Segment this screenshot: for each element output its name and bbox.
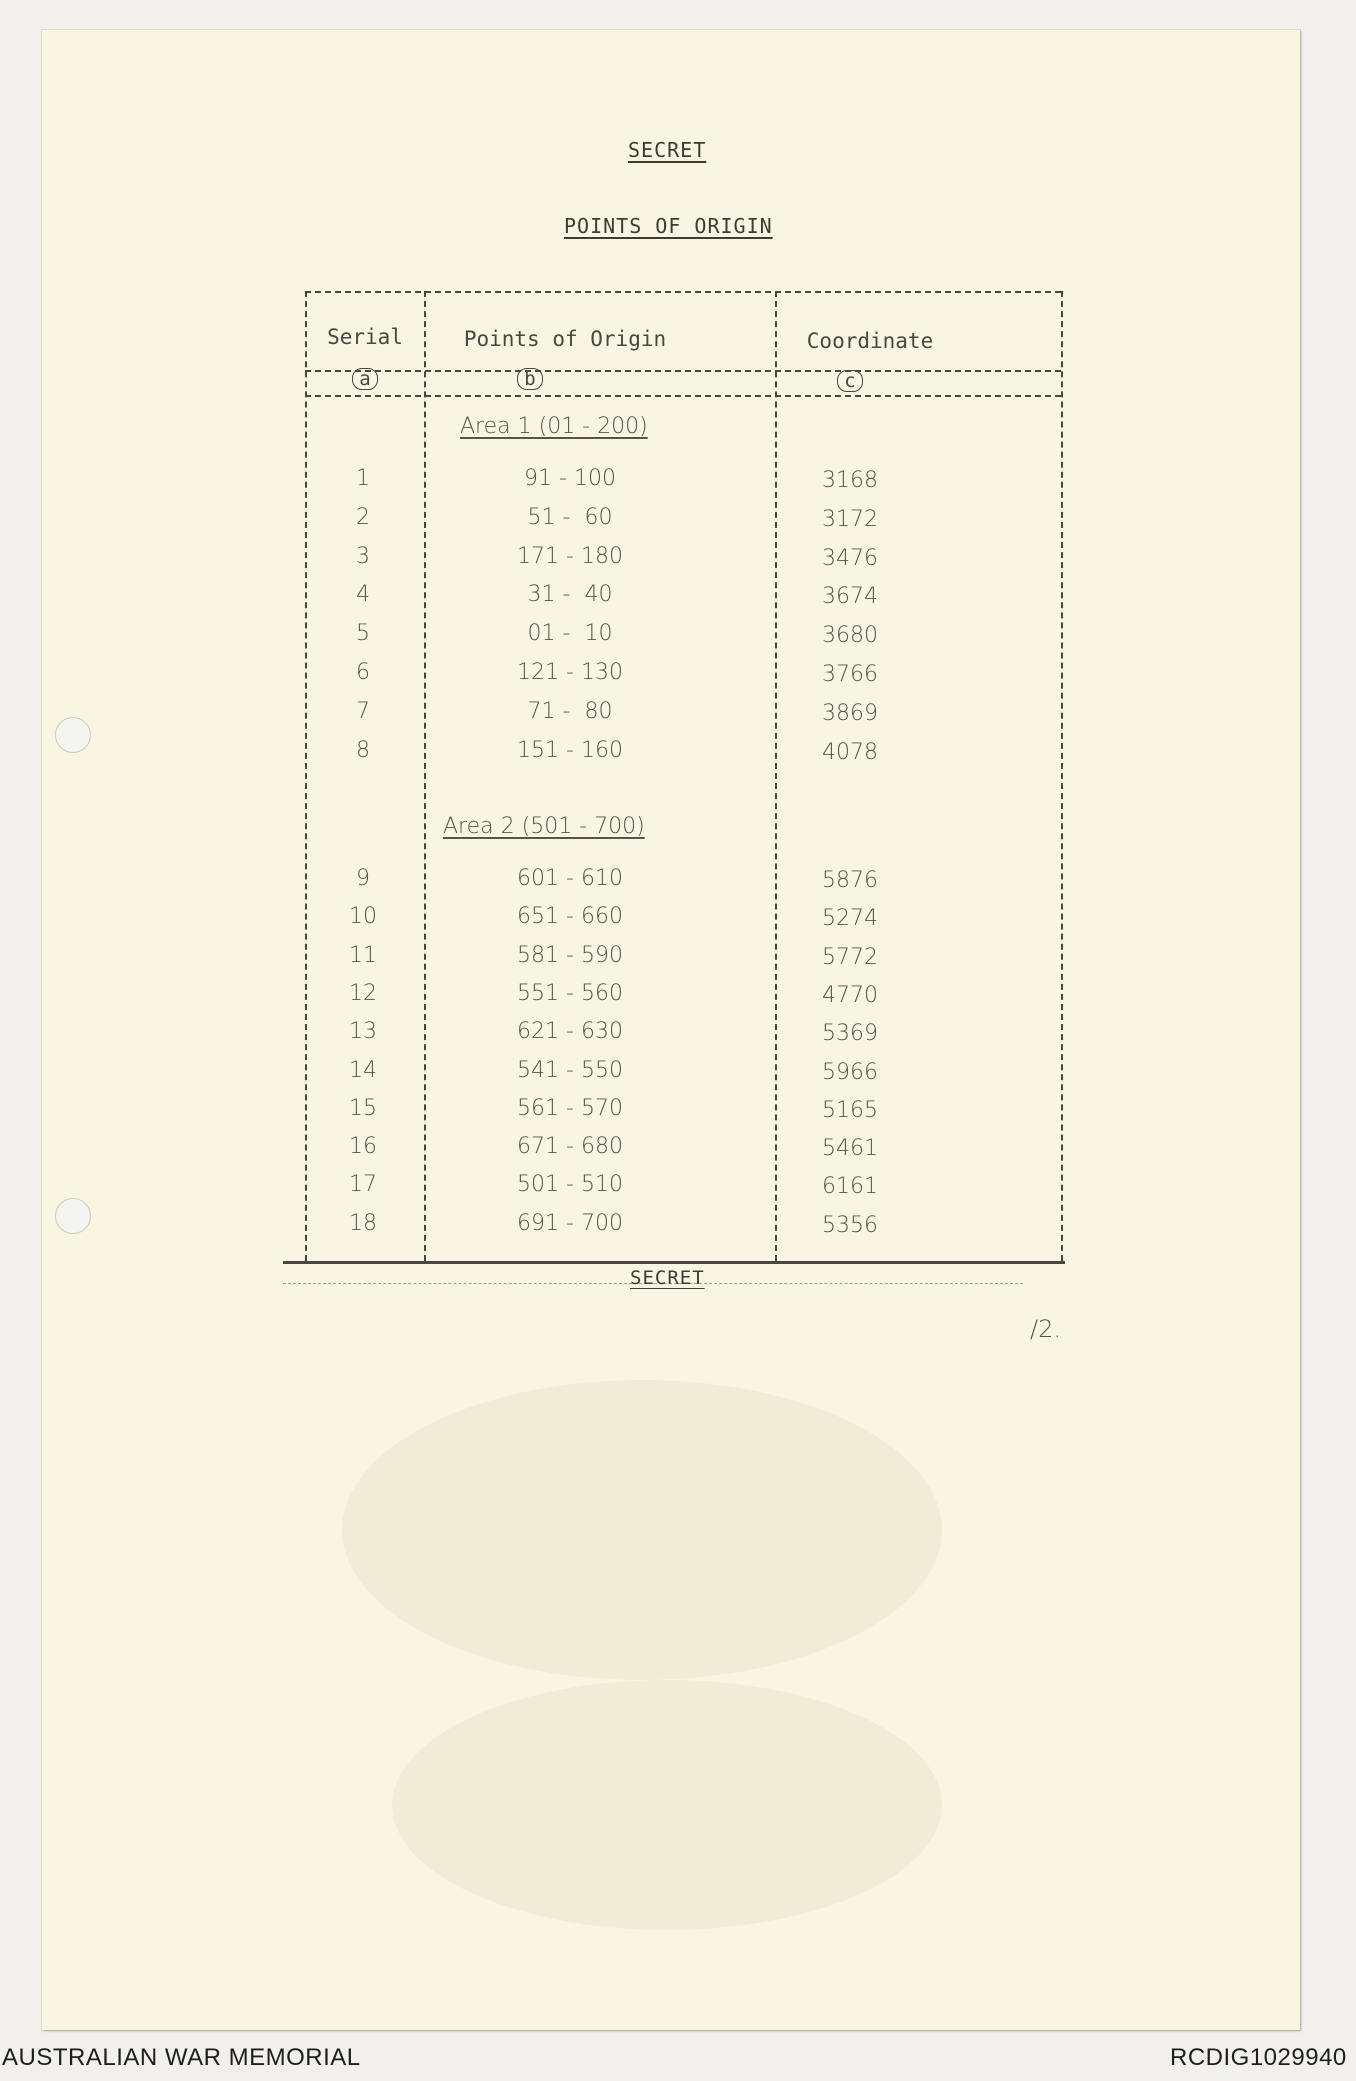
serial-cell: 5 <box>356 621 370 647</box>
serial-cell: 18 <box>349 1210 377 1236</box>
area-2-label: Area 2 (501 - 700) <box>443 814 645 839</box>
subheader-b: b <box>505 366 555 391</box>
table-bottom-rule <box>283 1261 1065 1264</box>
points-cell: 121 - 130 <box>517 660 623 685</box>
coordinate-cell: 3680 <box>822 623 878 649</box>
coordinate-cell: 4770 <box>822 982 878 1008</box>
area-1-label: Area 1 (01 - 200) <box>460 414 648 439</box>
points-cell: 671 - 680 <box>517 1134 623 1160</box>
coordinate-cell: 5876 <box>822 868 878 893</box>
serial-cell: 3 <box>356 543 370 569</box>
points-cell: 501 - 510 <box>517 1172 623 1198</box>
serial-cell: 16 <box>349 1134 377 1160</box>
points-cell: 561 - 570 <box>517 1095 623 1121</box>
table-right-rule <box>1061 291 1063 1261</box>
classification-top: SECRET <box>628 138 707 162</box>
coordinate-cell: 4078 <box>822 739 878 765</box>
points-cell: 171 - 180 <box>517 543 623 569</box>
coordinate-cell: 3766 <box>822 662 878 687</box>
points-cell: 691 - 700 <box>517 1210 623 1236</box>
serial-cell: 8 <box>356 737 370 763</box>
coordinate-cell: 5165 <box>822 1097 878 1123</box>
footer-record-id: RCDIG1029940 <box>1170 2044 1347 2071</box>
subheader-c: c <box>825 368 875 393</box>
coordinate-cell: 3476 <box>822 545 878 571</box>
header-points-of-origin: Points of Origin <box>463 327 667 351</box>
serial-cell: 14 <box>349 1057 377 1083</box>
coordinate-cell: 5274 <box>822 906 878 932</box>
serial-cell: 2 <box>356 504 370 530</box>
serial-cell: 12 <box>349 980 377 1006</box>
coordinate-cell: 3869 <box>822 700 878 726</box>
subheader-a: a <box>340 366 390 391</box>
serial-cell: 13 <box>349 1019 377 1045</box>
table-left-rule <box>305 291 307 1261</box>
serial-cell: 7 <box>356 698 370 724</box>
header-rule <box>305 370 1061 372</box>
serial-cell: 11 <box>349 942 377 968</box>
page-marker: /2. <box>1030 1315 1061 1343</box>
points-cell: 621 - 630 <box>517 1019 623 1045</box>
coordinate-cell: 6161 <box>822 1174 878 1200</box>
points-cell: 01 - 10 <box>527 621 613 647</box>
classification-bottom: SECRET <box>630 1267 705 1289</box>
footer-archive-name: AUSTRALIAN WAR MEMORIAL <box>2 2044 361 2071</box>
points-cell: 581 - 590 <box>517 942 623 968</box>
coordinate-cell: 5772 <box>822 944 878 970</box>
table-top-rule <box>305 291 1061 293</box>
coordinate-cell: 5369 <box>822 1021 878 1047</box>
points-cell: 31 - 40 <box>527 582 613 608</box>
column-divider-2 <box>775 291 777 1261</box>
points-cell: 51 - 60 <box>527 504 613 530</box>
serial-cell: 6 <box>356 660 370 685</box>
points-cell: 151 - 160 <box>517 737 623 763</box>
punch-hole-top <box>55 717 91 753</box>
coordinate-cell: 5461 <box>822 1136 878 1162</box>
serial-cell: 10 <box>349 904 377 930</box>
serial-cell: 1 <box>356 466 370 491</box>
subheader-rule <box>305 395 1061 397</box>
serial-cell: 4 <box>356 582 370 608</box>
punch-hole-bottom <box>55 1198 91 1234</box>
serial-cell: 15 <box>349 1095 377 1121</box>
document-title: POINTS OF ORIGIN <box>564 214 773 238</box>
coordinate-cell: 5966 <box>822 1059 878 1085</box>
points-cell: 651 - 660 <box>517 904 623 930</box>
column-divider-1 <box>424 291 426 1261</box>
serial-cell: 9 <box>356 866 370 891</box>
points-cell: 541 - 550 <box>517 1057 623 1083</box>
points-cell: 551 - 560 <box>517 980 623 1006</box>
header-serial: Serial <box>327 325 403 349</box>
coordinate-cell: 3168 <box>822 468 878 493</box>
coordinate-cell: 3172 <box>822 506 878 532</box>
points-cell: 71 - 80 <box>527 698 613 724</box>
coordinate-cell: 3674 <box>822 584 878 610</box>
serial-cell: 17 <box>349 1172 377 1198</box>
points-cell: 91 - 100 <box>524 466 616 491</box>
header-coordinate: Coordinate <box>806 329 934 353</box>
points-cell: 601 - 610 <box>517 866 623 891</box>
coordinate-cell: 5356 <box>822 1212 878 1238</box>
